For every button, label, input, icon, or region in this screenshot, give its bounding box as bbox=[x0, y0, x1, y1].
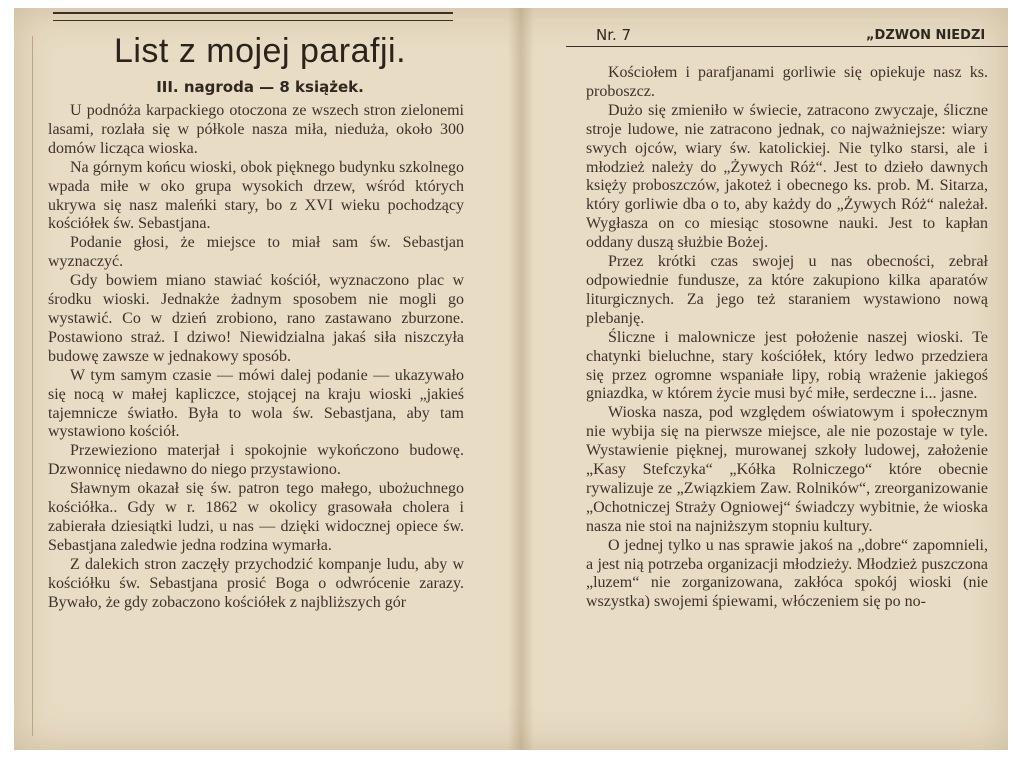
header-double-rule bbox=[53, 12, 453, 21]
right-page bbox=[566, 8, 1008, 750]
newspaper-spread bbox=[14, 8, 1008, 750]
paragraph: Na górnym końcu wioski, obok pięknego budynku szkolnego wpada miłe w oko grupa wysokich drzew, wśród których ukrywa się nasz maleńki stary, bo z XVI wieku pochodzący kościółek św. Sebastjana. bbox=[48, 158, 464, 233]
page-gutter bbox=[508, 8, 534, 750]
paragraph: Przez krótki czas swojej u nas obecności, zebrał odpowiednie fundusze, za które zakupiono kilka aparatów liturgicznych. Za jego też staraniem wystawiono nową plebanję. bbox=[586, 253, 988, 327]
paragraph: Kościołem i parafjanami gorliwie się opiekuje nasz ks. proboszcz. bbox=[586, 64, 988, 100]
paragraph: Z dalekich stron zaczęły przychodzić kompanje ludu, aby w kościółku św. Sebastjana prosić Boga o odwrócenie zarazy. Bywało, że gdy zobaczono kościółek z najbliższych gór bbox=[48, 555, 464, 611]
paragraph: W tym samym czasie — mówi dalej podanie — ukazywało się nocą w małej kapliczce, stojącej na kraju wioski „jakieś tajemnicze światło. Była to wola św. Sebastjana, aby tam wystawiono kościół. bbox=[48, 366, 464, 441]
column-rule bbox=[32, 36, 33, 736]
left-article-body bbox=[48, 102, 464, 612]
right-article-body bbox=[586, 64, 988, 612]
issue-number: Nr. 7 bbox=[596, 26, 632, 44]
newspaper-masthead: „DZWON NIEDZI bbox=[866, 28, 986, 43]
paragraph: Śliczne i malownicze jest położenie naszej wioski. Te chatynki bieluchne, stary kościółek, który ledwo przedziera się przez ogromne wspaniałe lipy, robią wrażenie jakiegoś gniazdka, w którem życie musi być miłe, serdeczne i... jasne. bbox=[586, 328, 988, 403]
paragraph: Wioska nasza, pod względem oświatowym i społecznym nie wybija się na pierwsze miejsce, ale nie pozostaje w tyle. Wystawienie pięknej, murowanej szkoły ludowej, założenie „Kasy Stefczyka“ „Kółka Rolniczego“ które obecnie rywalizuje ze „Związkiem Zaw. Rolników“, zreorganizowanie „Ochotniczej Straży Ogniowej“ świadczy wybitnie, że wioska nasza nie stoi na najniższym stopniu kultury. bbox=[586, 404, 988, 535]
paragraph: Przewieziono materjał i spokojnie wykończono budowę. Dzwonnicę niedawno do niego przystawiono. bbox=[48, 442, 464, 479]
paragraph: O jednej tylko u nas sprawie jakoś na „dobre“ zapomnieli, a jest nią potrzeba organizacji młodzieży. Młodzież puszczona „luzem“ nie zorganizowana, zakłóca spokój wioski (nie wszystka) swojemi śpiewami, włóczeniem się po no- bbox=[586, 536, 988, 611]
page-header bbox=[566, 18, 1008, 47]
paragraph: Sławnym okazał się św. patron tego małego, ubożuchnego kościółka.. Gdy w r. 1862 w okolicy grasowała cholera i zabierała dziesiątki ludzi, u nas — dzięki widocznej opiece św. Sebastjana zaledwie jedna rodzina wymarła. bbox=[48, 480, 464, 554]
paragraph: Dużo się zmieniło w świecie, zatracono zwyczaje, śliczne stroje ludowe, nie zatracono jednak, co najważniejsze: wiary swych ojców, wiary św. katolickiej. Nie tylko starsi, ale i młodzież należy do „Żywych Róż“. Jest to dzieło dawnych księży proboszczów, jakoteż i obecnego ks. prob. M. Sitarza, który gorliwie dba o to, aby każdy do „Żywych Róż“ należał. Wygłasza on co miesiąc stosowne nauki. Jest to kapłan oddany duszą służbie Bożej. bbox=[586, 101, 988, 252]
paragraph: U podnóża karpackiego otoczona ze wszech stron zielonemi lasami, rozlała się w półkole nasza miła, nieduża, około 300 domów licząca wioska. bbox=[48, 102, 464, 157]
left-page bbox=[40, 8, 480, 750]
article-title: List z mojej parafji. bbox=[113, 32, 407, 70]
paragraph: Podanie głosi, że miejsce to miał sam św. Sebastjan wyznaczyć. bbox=[48, 234, 464, 271]
paragraph: Gdy bowiem miano stawiać kościół, wyznaczono plac w środku wioski. Jednakże żadnym sposobem nie mogli go wystawić. Co w dzień zrobiono, rano zastawano zburzone. Postawiono straż. I dziwo! Niewidzialna jakaś siła niszczyła budowę zawsze w jednakowy sposób. bbox=[48, 272, 464, 365]
article-subtitle: III. nagroda — 8 książek. bbox=[156, 78, 364, 96]
